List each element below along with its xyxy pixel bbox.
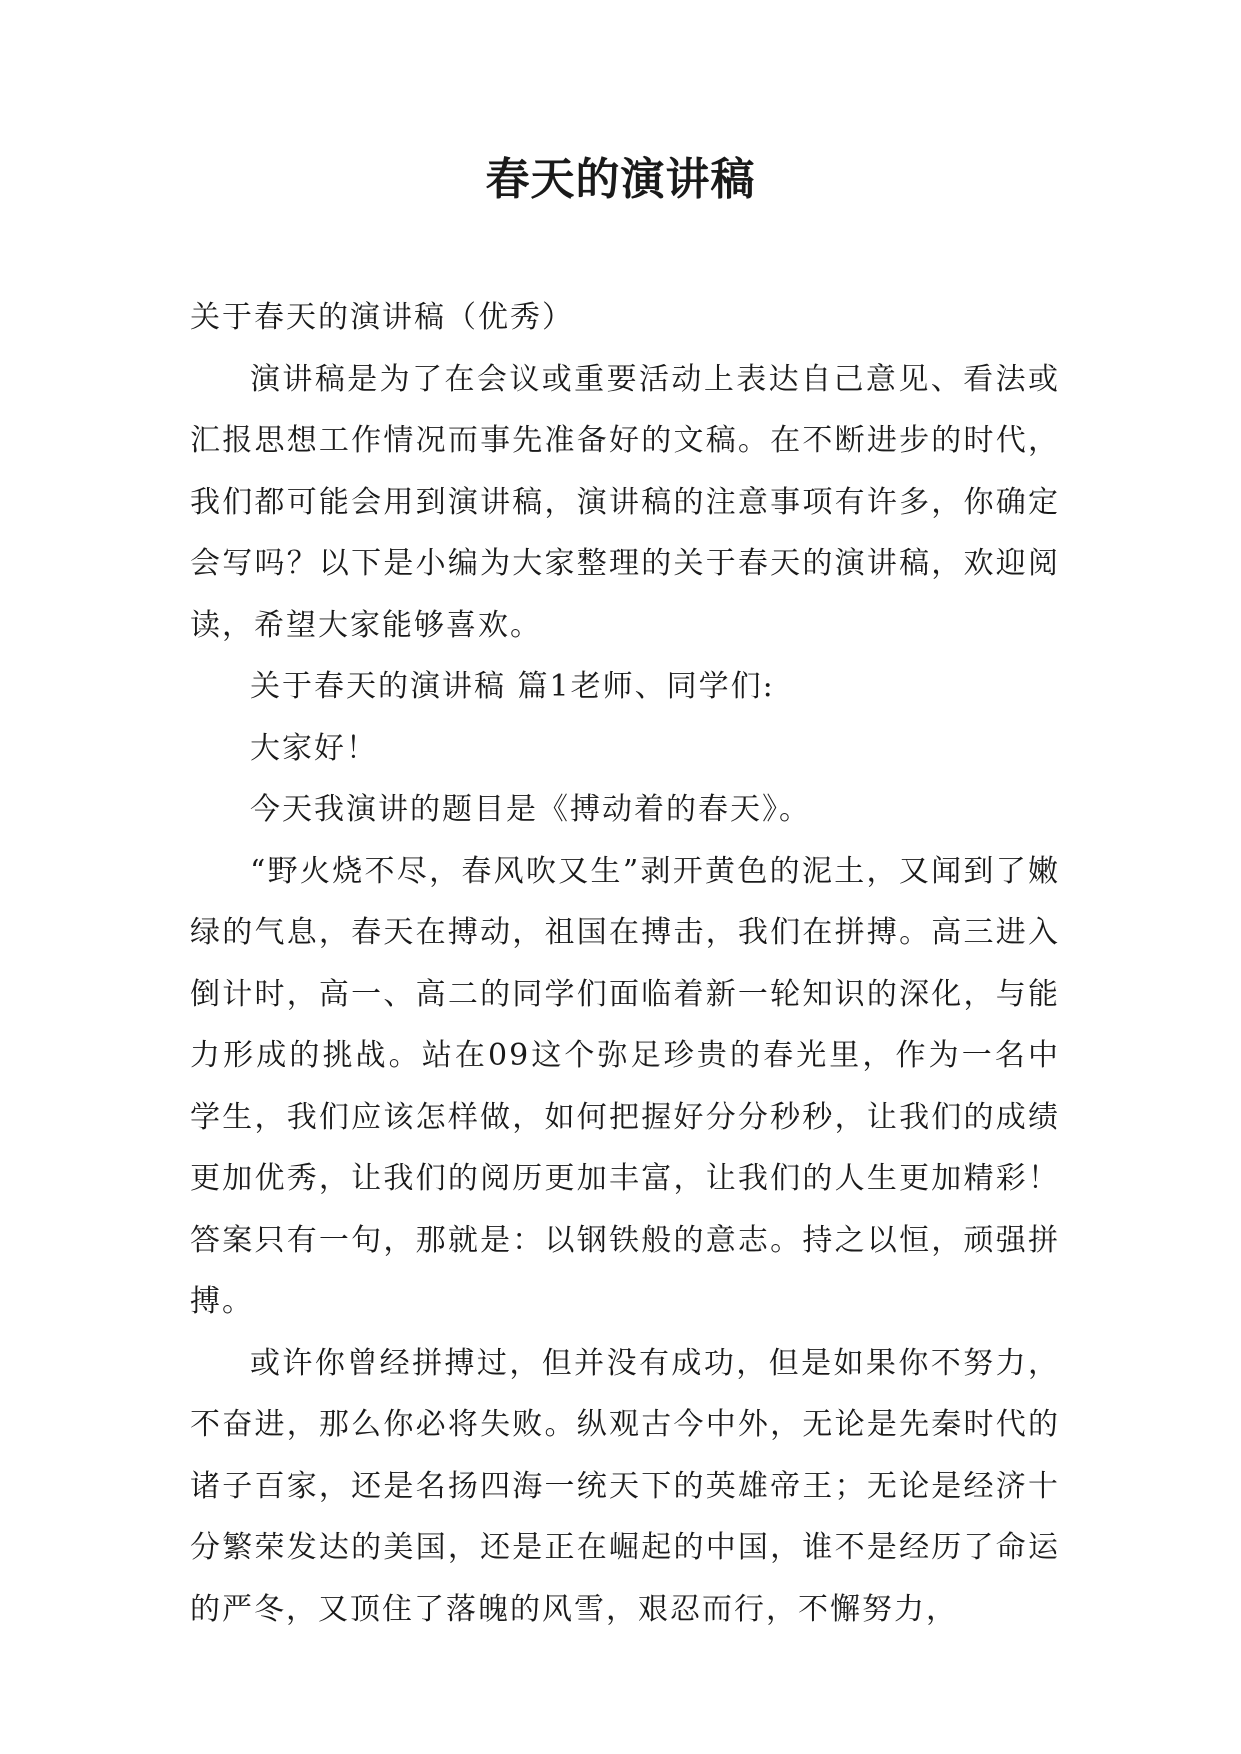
- paragraph-body-1: “野火烧不尽，春风吹又生”剥开黄色的泥土，又闻到了嫩绿的气息，春天在搏动，祖国在搏击，我们在拼搏。高三进入倒计时，高一、高二的同学们面临着新一轮知识的深化，与能力形成的挑战。站在09这个弥足珍贵的春光里，作为一名中学生，我们应该怎样做，如何把握好分分秒秒，让我们的成绩更加优秀，让我们的阅历更加丰富，让我们的人生更加精彩！答案只有一句，那就是：以钢铁般的意志。持之以恒，顽强拼搏。: [190, 853, 1060, 1319]
- paragraph-greeting: 大家好！: [250, 730, 378, 766]
- paragraph-heading: 关于春天的演讲稿 篇1老师、同学们:: [250, 669, 775, 704]
- paragraph-intro: 演讲稿是为了在会议或重要活动上表达自己意见、看法或汇报思想工作情况而事先准备好的文稿。在不断进步的时代，我们都可能会用到演讲稿，演讲稿的注意事项有许多，你确定会写吗？以下是小编为大家整理的关于春天的演讲稿，欢迎阅读，希望大家能够喜欢。: [190, 361, 1060, 643]
- paragraph-topic: 今天我演讲的题目是《搏动着的春天》。: [250, 792, 811, 827]
- document-body: [190, 287, 1060, 1640]
- document-title: 春天的演讲稿: [485, 154, 756, 205]
- subtitle-line: 关于春天的演讲稿（优秀）: [190, 300, 574, 335]
- paragraph-body-2: 或许你曾经拼搏过，但并没有成功，但是如果你不努力，不奋进，那么你必将失败。纵观古今中外，无论是先秦时代的诸子百家，还是名扬四海一统天下的英雄帝王；无论是经济十分繁荣发达的美国，还是正在崛起的中国，谁不是经历了命运的严冬，又顶住了落魄的风雪，艰忍而行，不懈努力，: [190, 1345, 1060, 1627]
